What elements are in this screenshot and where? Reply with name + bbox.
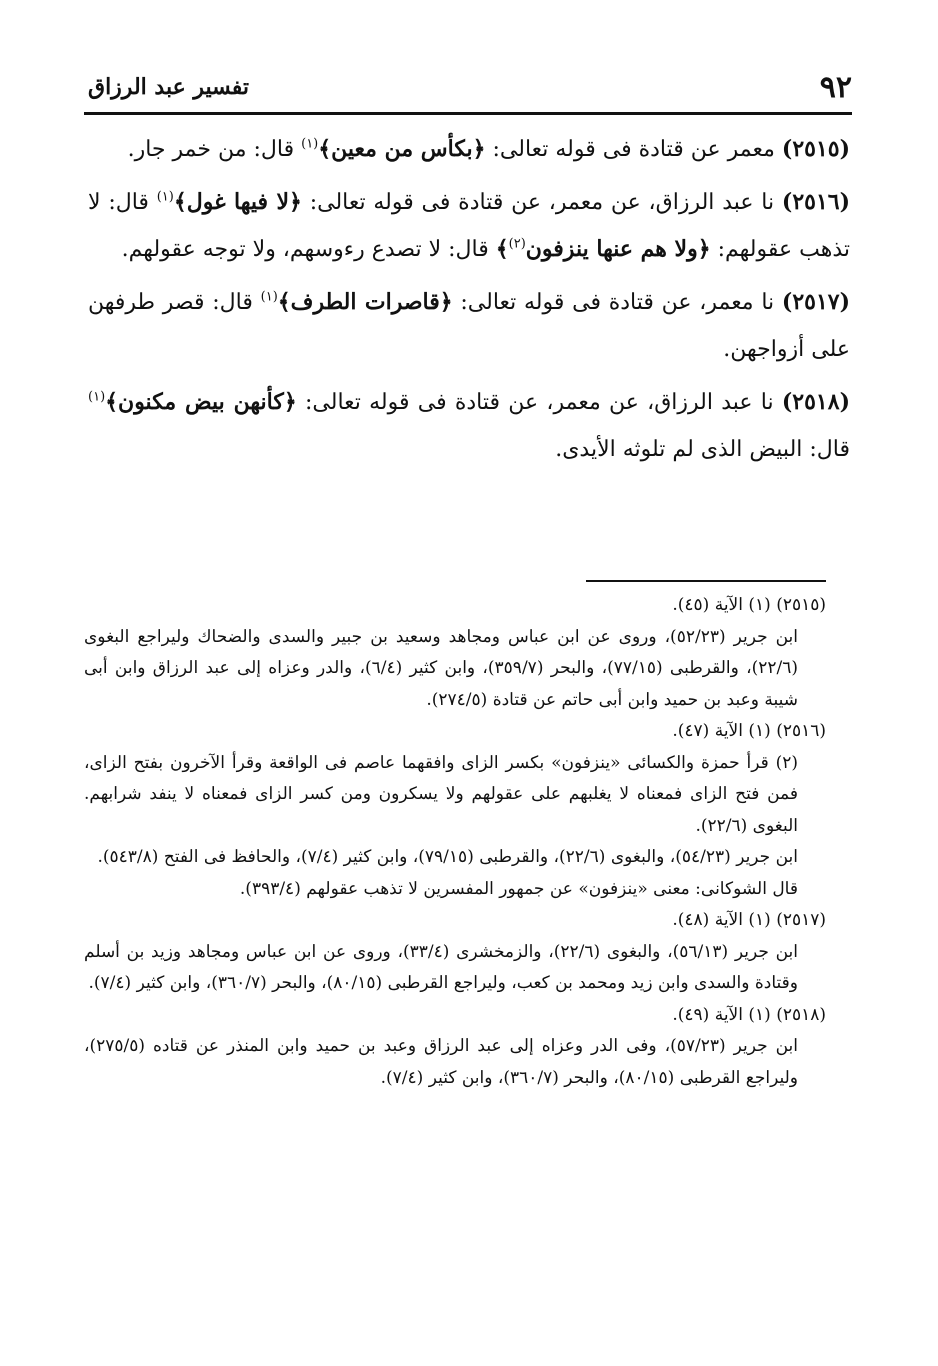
entry-2515 xyxy=(88,126,850,173)
footnotes xyxy=(84,590,826,1094)
footnote-text: ابن جرير (٥٧/٢٣)، وفى الدر وعزاه إلى عبد الرزاق وعبد بن حميد وابن المنذر عن قتاده (٢٧٥/٥)، وليراجع القرطبى (٨٠/١٥)، والبحر (٣٦٠/٧)، وابن كثير (٧/٤). xyxy=(84,1036,798,1088)
quran-verse: ﴿لا فيها غول﴾ xyxy=(173,189,302,215)
entry-text: نا معمر، عن قتادة فى قوله تعالى: xyxy=(452,290,782,315)
entry-number: (٢٥١٧) xyxy=(781,289,851,315)
page-number: ٩٢ xyxy=(819,70,852,105)
entry-text: قال: البيض الذى لم تلوثه الأيدى. xyxy=(555,437,850,462)
quran-verse: ﴿ولا هم عنها ينزفون xyxy=(525,236,711,262)
footnote-heading: (٢٥١٧) (١) الآية (٤٨). xyxy=(672,910,826,930)
main-text xyxy=(88,126,850,479)
entry-number: (٢٥١٦) xyxy=(781,189,850,215)
footnote-text: ابن جرير (٥٦/١٣)، والبغوى (٢٢/٦)، والزمخشرى (٣٣/٤)، وروى عن ابن عباس ومجاهد وزيد بن أسلم وقتادة والسدى وابن زيد ومحمد بن كعب، وليراجع القرطبى (٨٠/١٥)، والبحر (٣٦٠/٧)، وابن كثير (٧/٤). xyxy=(84,941,799,993)
entry-text: نا عبد الرزاق، عن معمر، عن قتادة فى قوله تعالى: xyxy=(301,190,782,215)
entry-text: نا عبد الرزاق، عن معمر، عن قتادة فى قوله تعالى: xyxy=(296,390,782,415)
entry-text: قال: من خمر جار. xyxy=(127,137,302,162)
entry-text: معمر عن قتادة فى قوله تعالى: xyxy=(485,137,782,162)
entry-2516 xyxy=(88,179,850,273)
footnote-heading: (٢٥١٥) (١) الآية (٤٥). xyxy=(672,595,826,615)
footnote-separator xyxy=(586,580,826,582)
footnote-heading: (٢٥١٨) (١) الآية (٤٩). xyxy=(672,1004,826,1025)
header-rule xyxy=(84,112,852,115)
footnote-marker: (١) xyxy=(301,136,319,152)
quran-verse: ﴿قاصرات الطرف﴾ xyxy=(277,289,453,315)
entry-2517 xyxy=(88,279,850,373)
quran-verse: ﴿كأنهن بيض مكنون﴾ xyxy=(105,389,297,415)
entry-text: قال: لا تصدع رءوسهم، ولا توجه عقولهم. xyxy=(121,237,496,262)
footnote-marker: (١) xyxy=(156,189,174,205)
footnote-heading: (٢٥١٦) (١) الآية (٤٧). xyxy=(672,721,826,741)
entry-number: (٢٥١٥) xyxy=(781,136,850,162)
entry-text: قال: قصر طرفهن على أزواجهن. xyxy=(88,290,850,362)
footnote-text: ابن جرير (٥٤/٢٣)، والبغوى (٢٢/٦)، والقرطبى (٧٩/١٥)، وابن كثير (٧/٤)، والحافظ فى الفتح (٥٤٣/٨). xyxy=(97,847,798,867)
running-title: تفسير عبد الرزاق xyxy=(88,74,250,100)
entry-number: (٢٥١٨) xyxy=(781,389,850,415)
quran-bracket: ﴾ xyxy=(495,236,509,262)
footnote-text: ابن جرير (٥٢/٢٣)، وروى عن ابن عباس ومجاهد وسعيد بن جبير والسدى والضحاك وليراجع البغوى (٢٢/٦)، والقرطبى (٧٧/١٥)، والبحر (٣٥٩/٧)، وابن كثير (٦/٤)، والدر وعزاه إلى عبد الرزاق وابن أبى شيبة وعبد بن حميد وابن أبى حاتم عن قتادة (٢٧٤/٥). xyxy=(84,626,799,710)
entry-text: قال: لا تذهب عقولهم: xyxy=(88,190,850,262)
footnote-marker: (١) xyxy=(260,289,278,305)
footnote-marker: (١) xyxy=(88,389,106,405)
entry-2518 xyxy=(88,379,850,473)
footnote-marker: (٢) xyxy=(508,236,526,252)
footnote-text: (٢) قرأ حمزة والكسائى «ينزفون» بكسر الزاى وافقهما عاصم فى الواقعة وقرأ الآخرون بفتح الزاى، فمن فتح الزاى فمعناه لا يغلبهم على عقولهم ولا يسكرون ومن كسر الزاى فمعناه لا ينفد شرابهم. البغوى (٢٢/٦). xyxy=(84,752,798,836)
footnote-text: قال الشوكانى: معنى «ينزفون» عن جمهور المفسرين لا تذهب عقولهم (٣٩٣/٤). xyxy=(239,878,798,899)
quran-verse: ﴿بكأس من معين﴾ xyxy=(318,136,486,162)
